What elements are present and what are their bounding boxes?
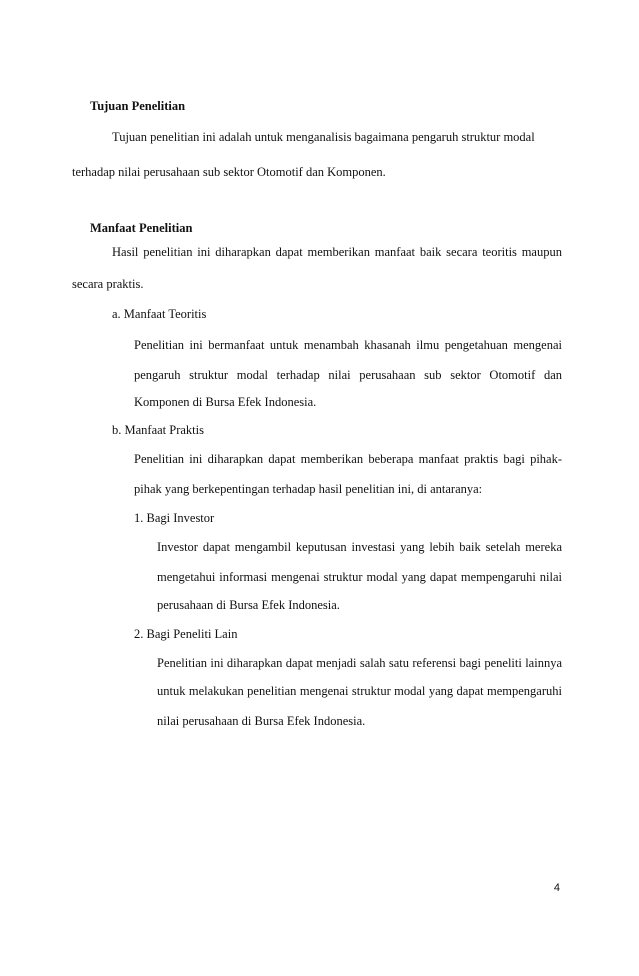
paragraph-line: Penelitian ini diharapkan dapat menjadi salah satu referensi bagi peneliti lainnya xyxy=(157,656,562,670)
paragraph-line: untuk melakukan penelitian mengenai struktur modal yang dapat mempengaruhi xyxy=(157,684,562,698)
paragraph-line: Penelitian ini bermanfaat untuk menambah khasanah ilmu pengetahuan mengenai xyxy=(134,338,562,352)
paragraph-line: Investor dapat mengambil keputusan investasi yang lebih baik setelah mereka xyxy=(157,540,562,554)
paragraph-line: terhadap nilai perusahaan sub sektor Otomotif dan Komponen. xyxy=(72,165,386,179)
paragraph-line: mengetahui informasi mengenai struktur modal yang dapat mempengaruhi nilai xyxy=(157,570,562,584)
paragraph-line: Penelitian ini diharapkan dapat memberikan beberapa manfaat praktis bagi pihak- xyxy=(134,452,562,466)
paragraph-line: Komponen di Bursa Efek Indonesia. xyxy=(134,395,317,409)
paragraph-line: Tujuan penelitian ini adalah untuk menganalisis bagaimana pengaruh struktur modal xyxy=(112,130,535,144)
section-heading-manfaat: Manfaat Penelitian xyxy=(90,221,193,235)
paragraph-line: secara praktis. xyxy=(72,277,144,291)
list-item-label-a: a. Manfaat Teoritis xyxy=(112,307,207,321)
paragraph-line: pengaruh struktur modal terhadap nilai perusahaan sub sektor Otomotif dan xyxy=(134,368,562,382)
sub-list-item-label-1: 1. Bagi Investor xyxy=(134,511,215,525)
paragraph-line: perusahaan di Bursa Efek Indonesia. xyxy=(157,598,340,612)
section-heading-tujuan: Tujuan Penelitian xyxy=(90,99,186,113)
paragraph-line: nilai perusahaan di Bursa Efek Indonesia. xyxy=(157,714,366,728)
paragraph-line: Hasil penelitian ini diharapkan dapat memberikan manfaat baik secara teoritis maupun xyxy=(112,245,562,259)
list-item-label-b: b. Manfaat Praktis xyxy=(112,423,204,437)
sub-list-item-label-2: 2. Bagi Peneliti Lain xyxy=(134,627,238,641)
page-number: 4 xyxy=(553,882,560,894)
paragraph-line: pihak yang berkepentingan terhadap hasil penelitian ini, di antaranya: xyxy=(134,482,483,496)
